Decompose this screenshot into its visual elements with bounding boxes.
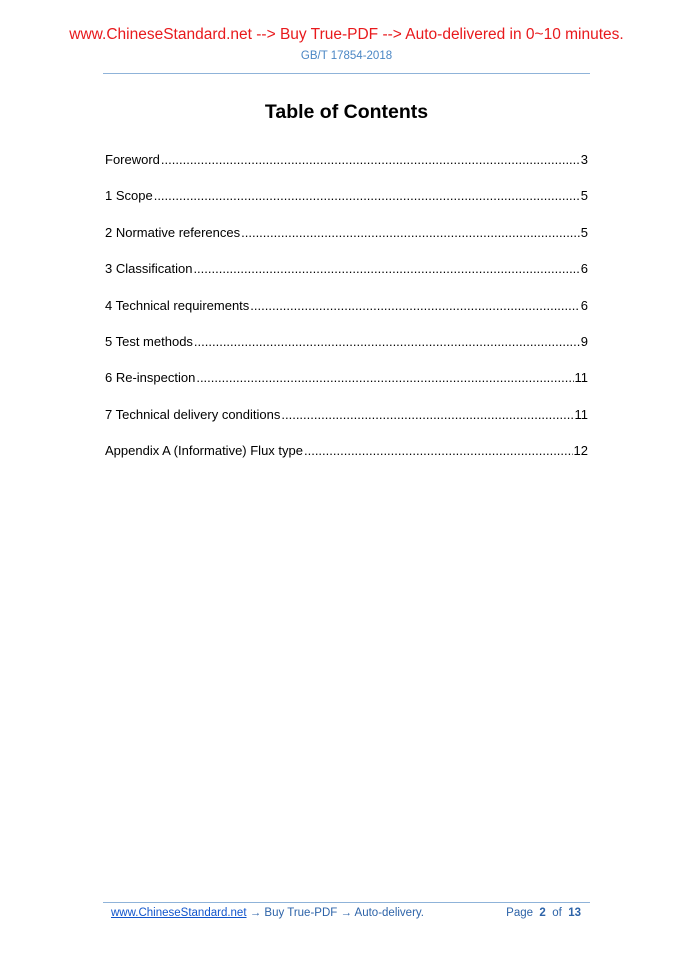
toc-entry-foreword[interactable] bbox=[105, 152, 588, 188]
footer-divider bbox=[103, 902, 590, 903]
page-total: 13 bbox=[568, 907, 581, 919]
toc-dot-leader bbox=[281, 407, 573, 422]
page-of-label: of bbox=[552, 907, 562, 919]
toc-dot-leader bbox=[250, 298, 579, 313]
toc-entry-classification[interactable] bbox=[105, 261, 588, 297]
toc-entry-label: 5 Test methods bbox=[105, 333, 193, 349]
toc-dot-leader bbox=[154, 188, 580, 203]
toc-entry-technical-delivery-conditions[interactable] bbox=[105, 407, 588, 443]
site-banner[interactable]: www.ChineseStandard.net --> Buy True-PDF --> Auto-delivered in 0~10 minutes. bbox=[69, 26, 624, 43]
toc-entry-page: 5 bbox=[580, 188, 588, 204]
toc-dot-leader bbox=[304, 443, 573, 458]
toc-entry-scope[interactable] bbox=[105, 188, 588, 224]
footer-site-link[interactable]: www.ChineseStandard.net bbox=[111, 907, 247, 919]
footer-buy-text: Buy True-PDF bbox=[264, 907, 338, 919]
toc-entry-re-inspection[interactable] bbox=[105, 370, 588, 406]
footer-arrow: → bbox=[246, 907, 265, 919]
toc-entry-page: 6 bbox=[580, 297, 588, 313]
toc-title: Table of Contents bbox=[264, 101, 429, 123]
page-number bbox=[506, 907, 581, 919]
toc-entry-page: 11 bbox=[574, 370, 588, 386]
page-current: 2 bbox=[539, 907, 546, 919]
toc-dot-leader bbox=[161, 152, 580, 167]
toc-dot-leader bbox=[241, 225, 580, 240]
toc-entry-label: Foreword bbox=[105, 152, 160, 167]
toc-entry-page: 9 bbox=[580, 333, 588, 349]
toc-entry-label: 1 Scope bbox=[105, 188, 153, 204]
footer-arrow: → bbox=[337, 907, 355, 919]
toc-dot-leader bbox=[193, 261, 579, 276]
footer-delivery-text: Auto-delivery. bbox=[354, 907, 425, 919]
toc-entry-label: 7 Technical delivery conditions bbox=[105, 406, 281, 422]
toc-list bbox=[105, 152, 588, 480]
page-label: Page bbox=[506, 907, 534, 919]
document-code: GB/T 17854-2018 bbox=[300, 50, 393, 62]
toc-entry-label: 2 Normative references bbox=[105, 224, 241, 240]
toc-entry-page: 12 bbox=[573, 443, 588, 459]
toc-dot-leader bbox=[196, 370, 573, 385]
toc-entry-page: 11 bbox=[574, 406, 588, 422]
toc-entry-page: 3 bbox=[580, 152, 588, 167]
toc-entry-page: 5 bbox=[580, 224, 588, 240]
toc-entry-label: 3 Classification bbox=[105, 261, 193, 277]
toc-entry-normative-references[interactable] bbox=[105, 225, 588, 261]
toc-entry-page: 6 bbox=[580, 261, 588, 277]
toc-entry-appendix-a[interactable] bbox=[105, 443, 588, 479]
header-divider bbox=[103, 73, 590, 74]
toc-entry-technical-requirements[interactable] bbox=[105, 298, 588, 334]
toc-entry-label: 6 Re-inspection bbox=[105, 370, 196, 386]
toc-entry-label: Appendix A (Informative) Flux type bbox=[105, 443, 303, 459]
toc-entry-label: 4 Technical requirements bbox=[105, 297, 250, 313]
toc-entry-test-methods[interactable] bbox=[105, 334, 588, 370]
footer-promo bbox=[111, 907, 424, 919]
toc-dot-leader bbox=[194, 334, 580, 349]
